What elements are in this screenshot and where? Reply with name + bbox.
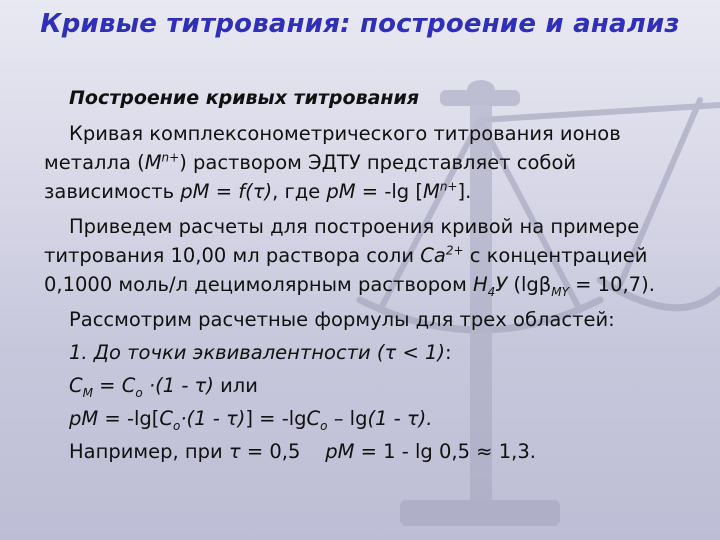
slide-title: Кривые титрования: построение и анализ <box>40 9 680 39</box>
text: (lgβ <box>507 273 552 296</box>
text: = <box>92 374 122 397</box>
pm-symbol: pM <box>325 440 355 463</box>
text: = 10,7). <box>568 273 655 296</box>
subscript: M <box>82 385 93 400</box>
subscript: 4 <box>487 284 496 299</box>
formula-2 <box>69 404 684 433</box>
formula: C <box>159 407 174 430</box>
formula-1 <box>69 371 684 400</box>
metal-symbol: M <box>144 151 162 174</box>
subscript: o <box>173 418 181 433</box>
pm-symbol: pM <box>69 407 99 430</box>
ion-symbol: Ca <box>420 244 446 267</box>
formula: H <box>473 273 488 296</box>
paragraph-1 <box>44 119 684 206</box>
formula: C <box>306 407 321 430</box>
formula: C <box>69 374 83 397</box>
metal-symbol: M <box>422 180 440 203</box>
formula: (1 - τ). <box>367 407 433 430</box>
example-line <box>69 437 684 466</box>
function: f(τ) <box>238 180 273 203</box>
charge: n+ <box>161 150 180 165</box>
text: – lg <box>327 407 368 430</box>
formula: У <box>495 273 508 296</box>
formula: ·(1 - τ) <box>142 374 214 397</box>
text: : <box>445 341 452 364</box>
text: Например, при <box>69 440 229 463</box>
slide-content <box>44 84 684 470</box>
tau-symbol: τ <box>228 440 241 463</box>
text: = -lg [ <box>355 180 423 203</box>
text: с концентрацией 0,1000 моль/л децимолярным раствором <box>44 244 648 296</box>
subscript: o <box>135 385 143 400</box>
text: 1. До точки эквивалентности (τ < 1) <box>69 341 446 364</box>
pm-symbol: pM <box>180 180 210 203</box>
paragraph-3: Рассмотрим расчетные формулы для трех областей: <box>69 308 615 331</box>
subscript: MY <box>551 284 569 299</box>
text: ]. <box>457 180 472 203</box>
text: = <box>209 180 239 203</box>
charge: 2+ <box>445 243 464 258</box>
region-1-heading <box>69 338 684 367</box>
text: = 1 - lg 0,5 ≈ 1,3. <box>354 440 536 463</box>
subscript: o <box>320 418 328 433</box>
text: или <box>213 374 258 397</box>
text: Приведем расчеты для построения кривой на примере титрования 10,00 мл раствора соли <box>44 215 640 267</box>
text: ) раствором ЭДТУ представляет собой зависимость <box>44 151 577 203</box>
text: = -lg[ <box>98 407 160 430</box>
text: Кривая комплексонометрического титрования ионов металла ( <box>44 122 621 174</box>
text: ] = -lg <box>245 407 307 430</box>
formula: ·(1 - τ) <box>180 407 246 430</box>
text: = 0,5 <box>240 440 326 463</box>
charge: n+ <box>439 179 458 194</box>
formula: C <box>121 374 136 397</box>
subheading: Построение кривых титрования <box>69 87 420 109</box>
paragraph-2 <box>44 212 684 299</box>
text: , где <box>272 180 327 203</box>
pm-symbol: pM <box>326 180 356 203</box>
